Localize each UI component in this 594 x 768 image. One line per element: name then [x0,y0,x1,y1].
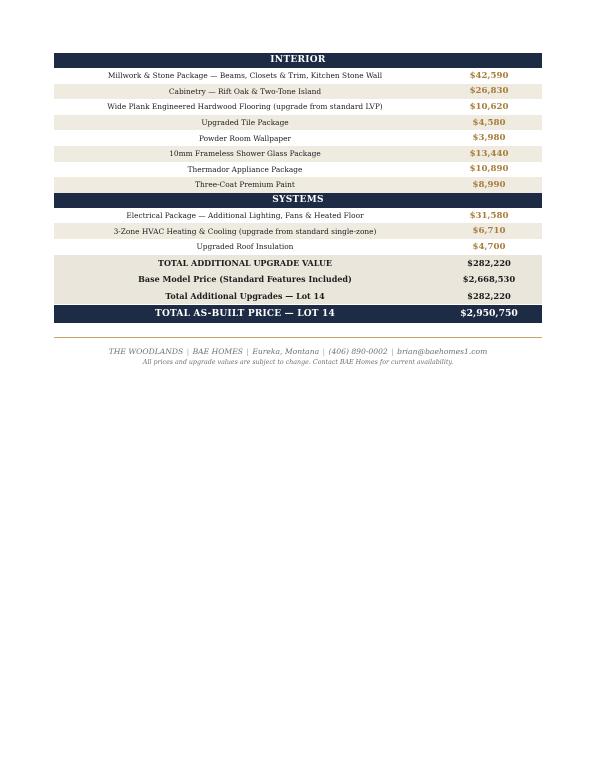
total-label: TOTAL ADDITIONAL UPGRADE VALUE [157,257,333,268]
separator: | [322,347,326,356]
upgrade-price: $3,980 [472,133,506,144]
table-row [54,208,542,224]
disclaimer: All prices and upgrade values are subject to change. Contact BAE Homes for current availability. [142,359,454,366]
footer-divider [54,337,542,338]
upgrade-price: $10,620 [469,101,509,112]
grand-total-label: TOTAL AS-BUILT PRICE — LOT 14 [155,308,335,319]
systems-section-header: SYSTEMS [54,193,542,208]
upgrade-price: $6,710 [472,226,506,237]
table-row [54,115,542,131]
table-row [54,239,542,255]
upgrade-price-sheet [54,53,542,323]
upgrade-item: Cabinetry — Rift Oak & Two-Tone Island [168,86,322,96]
footer-contact-line [54,347,542,356]
upgrade-item: Upgraded Tile Package [201,118,289,128]
upgrade-price: $31,580 [469,210,509,221]
upgrade-price: $8,990 [472,179,506,190]
total-label: Total Additional Upgrades — Lot 14 [165,290,325,301]
total-value: $2,668,530 [462,274,516,285]
table-row [54,162,542,178]
builder-name: BAE HOMES [192,347,243,356]
upgrade-price: $13,440 [469,148,509,159]
total-row [54,287,542,303]
separator: | [391,347,394,356]
total-row [54,271,542,287]
interior-section-header: INTERIOR [54,53,542,68]
upgrade-item: Millwork & Stone Package — Beams, Closets & Trim, Kitchen Stone Wall [107,71,383,81]
grand-total-row [54,305,542,323]
table-row [54,177,542,193]
upgrade-item: Wide Plank Engineered Hardwood Flooring (upgrade from standard LVP) [107,102,383,112]
table-row [54,223,542,239]
separator: | [186,347,190,356]
table-row [54,84,542,100]
upgrade-item: Thermador Appliance Package [187,164,303,174]
total-row [54,255,542,271]
upgrade-price: $42,590 [469,70,509,81]
location: Eureka, Montana [252,347,320,356]
upgrade-price: $10,890 [469,164,509,175]
upgrade-price: $26,830 [469,86,509,97]
totals-block [54,255,542,304]
upgrade-item: 10mm Frameless Shower Glass Package [169,149,321,159]
table-row [54,68,542,84]
upgrade-price: $4,700 [472,241,506,252]
email-address: brian@baehomes1.com [397,347,488,356]
total-value: $282,220 [467,257,511,268]
total-value: $282,220 [467,290,511,301]
upgrade-price: $4,580 [472,117,506,128]
systems-rows [54,208,542,255]
separator: | [246,347,249,356]
table-row [54,130,542,146]
footer [54,347,542,366]
interior-rows [54,68,542,193]
phone-number: (406) 890-0002 [328,347,388,356]
upgrade-item: Upgraded Roof Insulation [196,242,294,252]
community-name: THE WOODLANDS [108,347,184,356]
upgrade-item: Three-Coat Premium Paint [195,180,295,190]
grand-total-value: $2,950,750 [460,308,518,320]
total-label: Base Model Price (Standard Features Included) [138,274,352,285]
upgrade-item: Electrical Package — Additional Lighting, Fans & Heated Floor [126,211,364,221]
table-row [54,99,542,115]
table-row [54,146,542,162]
upgrade-item: 3-Zone HVAC Heating & Cooling (upgrade from standard single-zone) [113,226,377,236]
upgrade-item: Powder Room Wallpaper [198,133,292,143]
